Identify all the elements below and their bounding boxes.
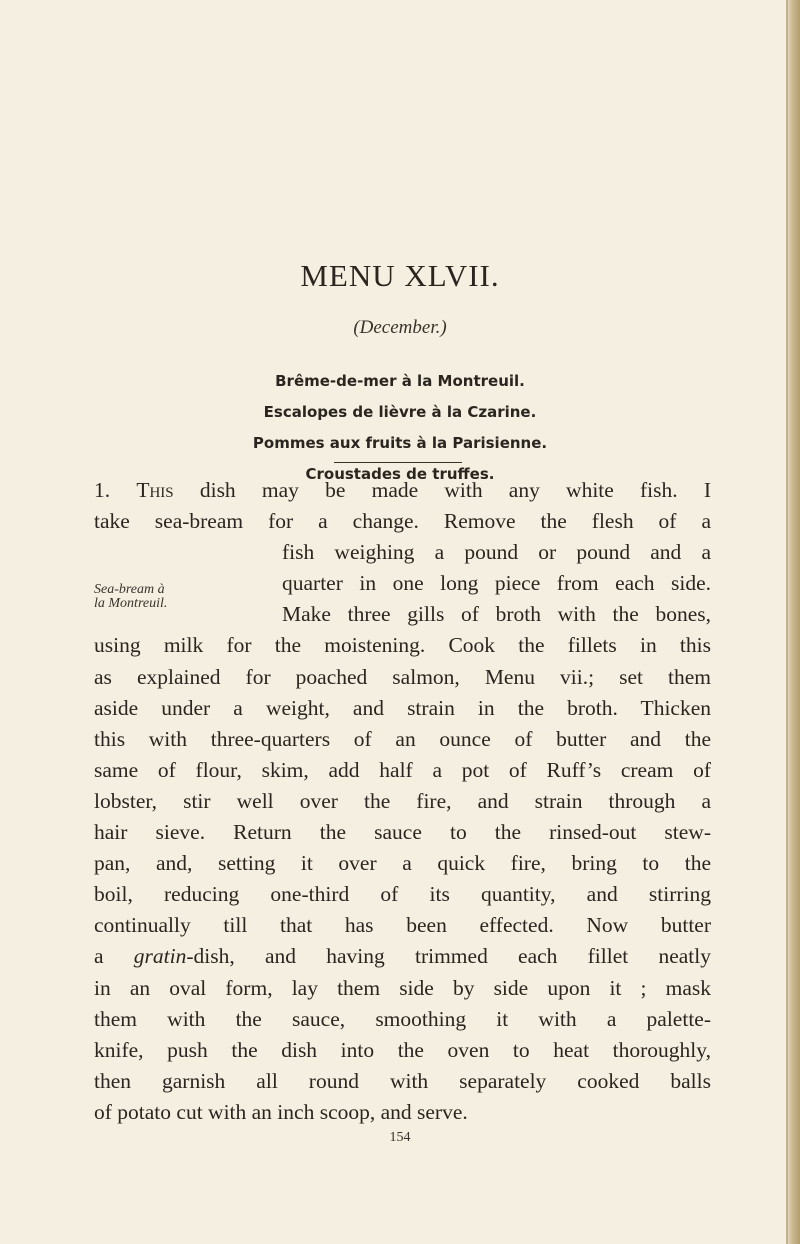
page-edge-line <box>786 0 788 1244</box>
dish-item: Brême-de-mer à la Montreuil. <box>275 372 525 390</box>
text-line: quarter in one long piece from each side. <box>282 571 711 596</box>
text-line: Make three gills of broth with the bones, <box>282 602 711 627</box>
text-line: lobster, stir well over the fire, and strain through a <box>94 788 711 813</box>
text-line: hair sieve. Return the sauce to the rinsed-out stew- <box>94 820 711 845</box>
italic-term: gratin <box>133 944 187 969</box>
text-line: pan, and, setting it over a quick fire, bring to the <box>94 851 711 876</box>
margin-note-line: Sea-bream à <box>94 582 165 597</box>
text-fragment: dish may be made with any white fish. I <box>199 478 711 502</box>
text-line: using milk for the moistening. Cook the fillets in this <box>94 633 711 658</box>
text-line: continually till that has been effected. Now butter <box>94 913 711 938</box>
text-line: boil, reducing one-third of its quantity, and stirring <box>94 882 711 907</box>
divider-rule <box>334 462 462 463</box>
page-number: 154 <box>389 1130 411 1145</box>
text-line <box>94 475 711 506</box>
menu-title: MENU XLVII. <box>300 258 500 293</box>
text-fragment: -dish, and having trimmed each fillet neatly <box>186 944 711 969</box>
paragraph-number: 1. <box>94 478 111 502</box>
text-line: them with the sauce, smoothing it with a palette- <box>94 1006 711 1031</box>
recipe-paragraph <box>94 475 711 1128</box>
text-line: as explained for poached salmon, Menu vii.; set them <box>94 664 711 689</box>
text-line: same of flour, skim, add half a pot of Ruff’s cream of <box>94 757 711 782</box>
dish-item: Croustades de truffes. <box>305 465 495 483</box>
page-edge <box>786 0 800 1244</box>
text-line: this with three-quarters of an ounce of butter and the <box>94 726 711 751</box>
text-line: fish weighing a pound or pound and a <box>282 540 711 565</box>
dish-item: Escalopes de lièvre à la Czarine. <box>263 403 537 421</box>
lead-word: This <box>136 478 174 502</box>
text-line <box>94 941 711 972</box>
text-line: of potato cut with an inch scoop, and serve. <box>94 1099 468 1124</box>
text-fragment: a <box>94 944 104 969</box>
text-line: knife, push the dish into the oven to heat thoroughly, <box>94 1037 711 1062</box>
margin-note-line: la Montreuil. <box>94 596 168 611</box>
menu-month: (December.) <box>353 317 447 338</box>
text-line: aside under a weight, and strain in the broth. Thicken <box>94 695 711 720</box>
text-line: in an oval form, lay them side by side upon it ; mask <box>94 975 711 1000</box>
dish-item: Pommes aux fruits à la Parisienne. <box>252 434 548 452</box>
text-line: take sea-bream for a change. Remove the flesh of a <box>94 509 711 534</box>
text-line: then garnish all round with separately cooked balls <box>94 1068 711 1093</box>
dish-list <box>0 366 800 490</box>
